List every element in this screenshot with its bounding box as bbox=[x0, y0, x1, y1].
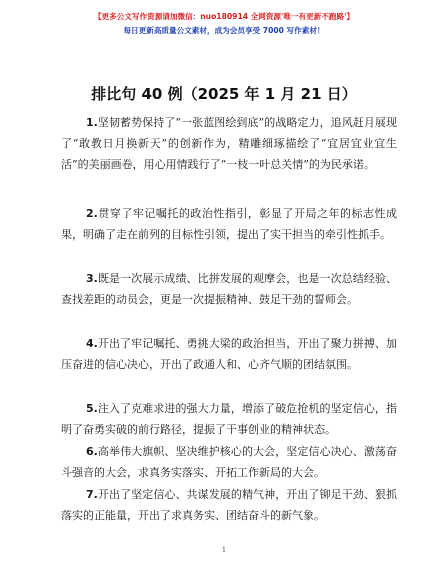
paragraph-text: 贯穿了牢记嘱托的政治性指引，彰显了开局之年的标志性成果，明确了走在前列的目标性引领，提出了实干担当的牵引性抓手。 bbox=[61, 207, 397, 241]
paragraph-5 bbox=[61, 398, 397, 440]
paragraph-2 bbox=[61, 203, 397, 245]
paragraph-number: 5. bbox=[86, 402, 98, 415]
paragraph-6 bbox=[61, 441, 397, 483]
paragraph-1 bbox=[61, 112, 397, 175]
paragraph-3 bbox=[61, 268, 397, 310]
paragraph-text: 注入了克难求进的强大力量，增添了破危抢机的坚定信心，指明了奋勇实破的前行路径，提振了干事创业的精神状态。 bbox=[61, 402, 397, 436]
promo-banner-line1: 【更多公文写作资源请加微信：nuo180914 全网资源'唯一有更新不跑路'】 bbox=[93, 12, 355, 21]
paragraph-4 bbox=[61, 333, 397, 375]
paragraph-number: 4. bbox=[86, 337, 98, 350]
page-number: 1 bbox=[221, 546, 227, 554]
paragraph-number: 7. bbox=[86, 488, 98, 501]
paragraph-number: 1. bbox=[86, 116, 98, 129]
paragraph-number: 2. bbox=[86, 207, 98, 220]
paragraph-text: 坚韧蓄势保持了“一张蓝图绘到底”的战略定力，追风赶月展现了“敢教日月换新天”的创新作为，精雕细琢描绘了“宜居宜业宜生活”的美丽画卷，用心用情践行了“一枝一叶总关情”的为民承诺。 bbox=[61, 116, 397, 171]
paragraph-text: 开出了牢记嘱托、勇挑大梁的政治担当，开出了聚力拼搏、加压奋进的信心决心，开出了政通人和、心齐气顺的团结氛围。 bbox=[61, 337, 397, 371]
document-title: 排比句 40 例（2025 年 1 月 21 日） bbox=[91, 85, 357, 103]
promo-banner bbox=[0, 12, 448, 36]
paragraph-text: 开出了坚定信心、共谋发展的精气神，开出了铆足干劲、狠抓落实的正能量，开出了求真务实、团结奋斗的新气象。 bbox=[61, 488, 397, 522]
paragraph-text: 既是一次展示成绩、比拼发展的观摩会，也是一次总结经验、查找差距的动员会，更是一次提振精神、鼓足干劲的誓师会。 bbox=[61, 272, 397, 306]
paragraph-text: 高举伟大旗帜、坚决维护核心的大会，坚定信心决心、激荡奋斗强音的大会，求真务实落实、开拓工作新局的大会。 bbox=[61, 445, 397, 479]
promo-banner-line2: 每日更新高质量公文素材，成为会员享受 7000 写作素材！ bbox=[123, 26, 325, 35]
paragraph-7 bbox=[61, 484, 397, 526]
paragraph-number: 3. bbox=[86, 272, 98, 285]
paragraph-number: 6. bbox=[86, 445, 98, 458]
